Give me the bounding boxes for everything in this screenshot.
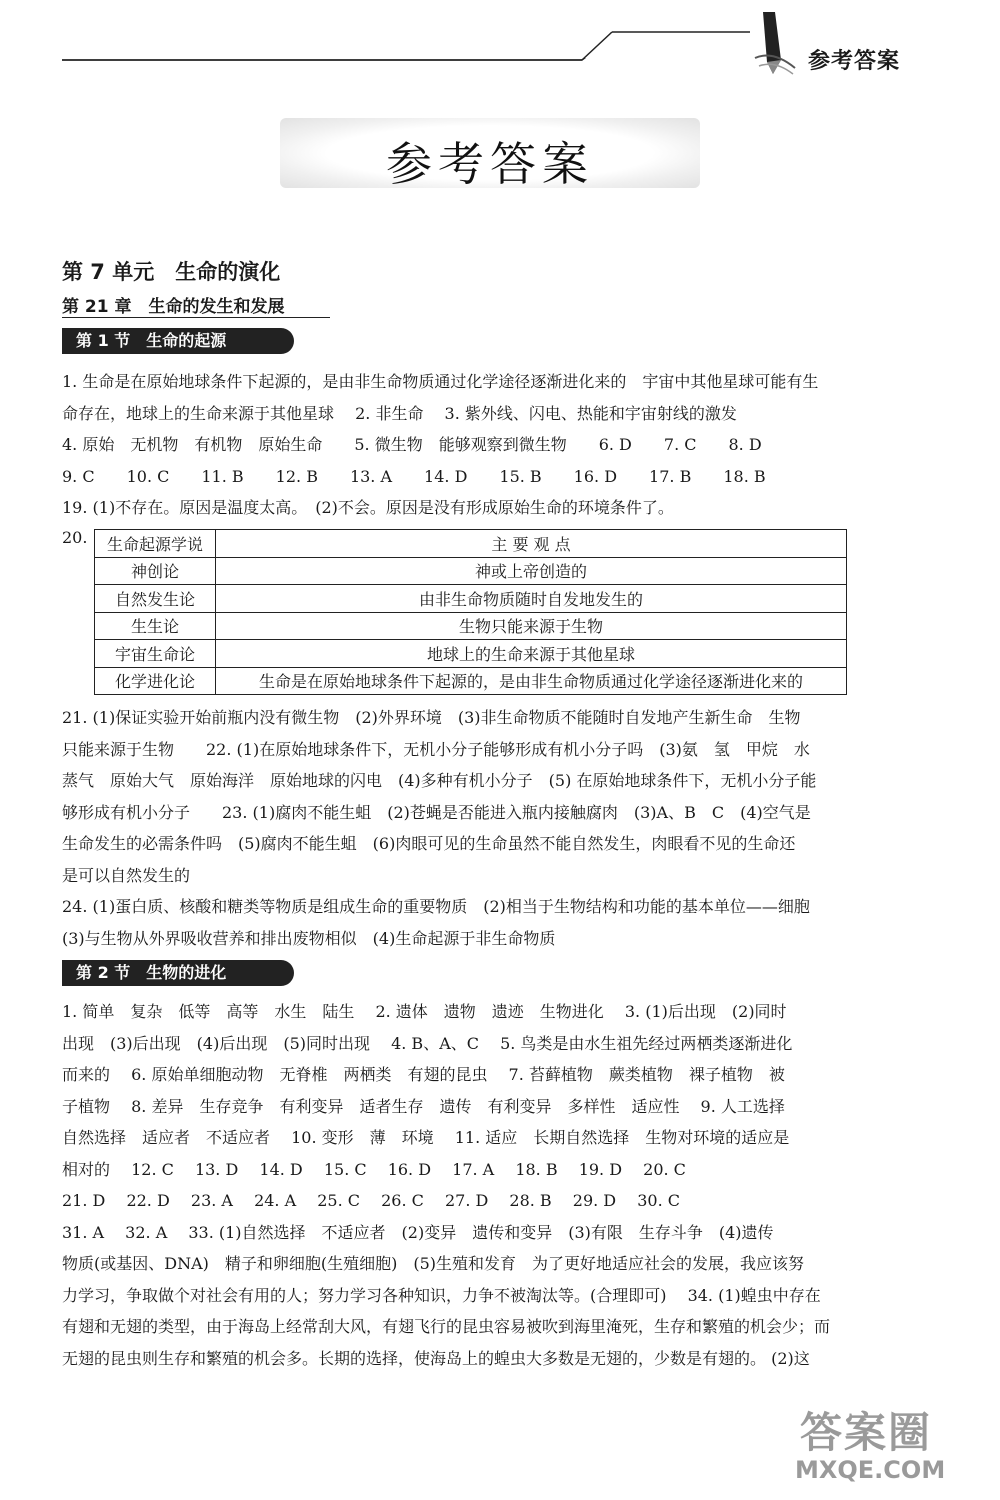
table-header-cell: 生命起源学说 [95,530,216,558]
answer-line: 21. D 22. D 23. A 24. A 25. C 26. C 27. D 28. B 29. D 30. C [62,1191,680,1210]
answer-line: 31. A 32. A 33. (1)自然选择 不适应者 (2)变异 遗传和变异 (3)有限 生存斗争 (4)遗传 [62,1222,774,1242]
answer-line: 21. (1)保证实验开始前瓶内没有微生物 (2)外界环境 (3)非生命物质不能随时自发地产生新生命 生物 [62,708,801,727]
answer-line: 有翅和无翅的类型，由于海岛上经常刮大风，有翅飞行的昆虫容易被吹到海里淹死，生存和繁殖的机会少；而 [62,1317,831,1336]
table-header-cell: 主 要 观 点 [216,530,847,558]
header-rule-slope [560,28,760,68]
answer-line: 自然选择 适应者 不适应者 10. 变形 薄 环境 11. 适应 长期自然选择 生物对环境的适应是 [62,1128,790,1147]
answer-line: 是可以自然发生的 [62,865,191,885]
answer-line: 相对的 12. C 13. D 14. D 15. C 16. D 17. A 18. B 19. D 20. C [62,1159,686,1179]
table-row [95,612,847,640]
answer-line: (3)与生物从外界吸收营养和排出废物相似 (4)生命起源于非生命物质 [62,928,556,948]
section-1-answers [62,366,912,524]
section-2-label: 第 2 节 生物的进化 [76,963,227,982]
table-cell: 宇宙生命论 [95,640,216,668]
table-row [95,557,847,585]
table-cell: 地球上的生命来源于其他星球 [216,640,847,668]
table-row [95,640,847,668]
chapter-underline [62,317,330,318]
answer-line: 1. 生命是在原始地球条件下起源的，是由非生命物质通过化学途径逐渐进化来的 宇宙中其他星球可能有生 [62,372,819,391]
answer-line: 1. 简单 复杂 低等 高等 水生 陆生 2. 遗体 遗物 遗迹 生物进化 3. (1)后出现 (2)同时 [62,1002,787,1021]
question-20-label: 20. [62,528,88,547]
section-1-answers-continued [62,702,912,954]
answer-line: 子植物 8. 差异 生存竞争 有利变异 适者生存 遗传 有利变异 多样性 适应性 9. 人工选择 [62,1096,785,1116]
answer-line: 19. (1)不存在。原因是温度太高。 (2)不会。原因是没有形成原始生命的环境条件了。 [62,498,674,517]
title-banner [280,118,700,191]
table-cell: 化学进化论 [95,667,216,695]
watermark-url: MXQE.COM [795,1456,946,1484]
answer-line: 力学习，争取做个对社会有用的人；努力学习各种知识，力争不被淘汰等。(合理即可) 34. (1)蝗虫中存在 [62,1285,821,1305]
answer-line: 只能来源于生物 22. (1)在原始地球条件下，无机小分子能够形成有机小分子吗 (3)氨 氢 甲烷 水 [62,739,810,759]
table-row [95,585,847,613]
section-1-heading [62,328,294,354]
answer-line: 够形成有机小分子 23. (1)腐肉不能生蛆 (2)苍蝇是否能进入瓶内接触腐肉 (3)A、B C (4)空气是 [62,802,811,822]
answer-line: 生命发生的必需条件吗 (5)腐肉不能生蛆 (6)肉眼可见的生命虽然不能自然发生，肉眼看不见的生命还 [62,834,796,853]
section-2-answers [62,996,912,1374]
page-title: 参考答案 [386,137,594,191]
origin-theories-table [94,529,847,695]
table-header-row [95,530,847,558]
pen-icon [745,10,801,76]
table-cell: 神创论 [95,557,216,585]
answer-line: 物质(或基因、DNA) 精子和卵细胞(生殖细胞) (5)生殖和发育 为了更好地适应社会的发展，我应该努 [62,1254,805,1273]
table-cell: 生物只能来源于生物 [216,612,847,640]
table-cell: 神或上帝创造的 [216,557,847,585]
chapter-title: 第 21 章 生命的发生和发展 [62,297,285,317]
table-row [95,667,847,695]
unit-title: 第 7 单元 生命的演化 [62,260,281,284]
table-cell: 由非生命物质随时自发地发生的 [216,585,847,613]
table-cell: 生命是在原始地球条件下起源的，是由非生命物质通过化学途径逐渐进化来的 [216,667,847,695]
answer-line: 无翅的昆虫则生存和繁殖的机会多。长期的选择，使海岛上的蝗虫大多数是无翅的，少数是有翅的。 (2)这 [62,1348,810,1368]
answer-line: 命存在，地球上的生命来源于其他星球 2. 非生命 3. 紫外线、闪电、热能和宇宙射线的激发 [62,403,737,423]
watermark [790,1400,995,1495]
answer-line: 9. C 10. C 11. B 12. B 13. A 14. D 15. B 16. D 17. B 18. B [62,466,766,486]
section-2-heading [62,960,294,986]
header-label: 参考答案 [808,49,901,74]
section-1-label: 第 1 节 生命的起源 [76,331,227,350]
answer-line: 4. 原始 无机物 有机物 原始生命 5. 微生物 能够观察到微生物 6. D 7. C 8. D [62,435,762,454]
watermark-logo-text: 答案圈 [800,1408,933,1457]
answer-line: 出现 (3)后出现 (4)后出现 (5)同时出现 4. B、A、C 5. 鸟类是由水生祖先经过两栖类逐渐进化 [62,1033,793,1053]
answer-line: 而来的 6. 原始单细胞动物 无脊椎 两栖类 有翅的昆虫 7. 苔藓植物 蕨类植物 裸子植物 被 [62,1065,785,1084]
answer-line: 蒸气 原始大气 原始海洋 原始地球的闪电 (4)多种有机小分子 (5) 在原始地球条件下，无机小分子能 [62,771,817,790]
answer-line: 24. (1)蛋白质、核酸和糖类等物质是组成生命的重要物质 (2)相当于生物结构和功能的基本单位——细胞 [62,897,810,916]
table-cell: 生生论 [95,612,216,640]
table-cell: 自然发生论 [95,585,216,613]
